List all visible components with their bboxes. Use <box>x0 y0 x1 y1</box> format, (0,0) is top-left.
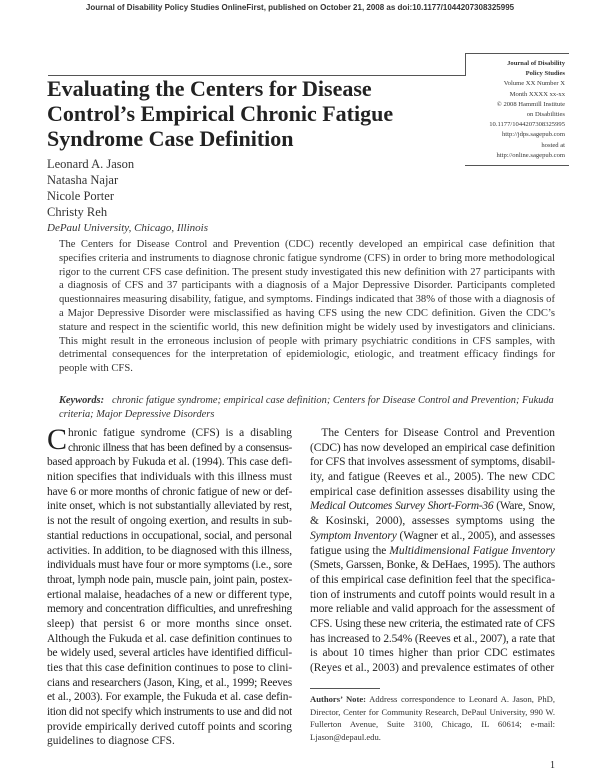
italic-title: Symptom Inventory <box>310 529 397 542</box>
text-segment: CFS. Using these new criteria, the estimated rate of CFS <box>310 617 555 630</box>
journal-name: Journal of Disability <box>507 60 565 67</box>
text-segment: individuals must have four or more symptoms (i.e., sore <box>47 559 292 572</box>
journal-url-link[interactable]: http://jdps.sagepub.com <box>501 131 565 139</box>
body-text-line <box>47 646 292 661</box>
italic-title: Medical Outcomes Survey Short-Form-36 <box>310 500 494 513</box>
running-header: Journal of Disability Policy Studies OnlineFirst, published on October 21, 2008 as doi:10.1177/1044207308325995 <box>85 3 515 12</box>
text-segment: et al., 2003). For example, the Fukuda et al. case defin- <box>47 691 292 704</box>
text-segment: hronic fatigue syndrome (CFS) is a disabling <box>68 427 292 439</box>
page-number: 1 <box>550 760 555 771</box>
body-text-line <box>47 558 292 573</box>
body-text-line <box>47 544 292 559</box>
journal-volume: Volume XX Number X <box>503 80 565 88</box>
text-segment: based approach by Fukuda et al. (1994). This case defi- <box>47 456 292 469</box>
body-text-line <box>47 617 292 632</box>
text-segment: chronic illness that has been defined by a consensus- <box>68 441 292 454</box>
body-text-line <box>310 455 555 470</box>
text-segment: sleep) that persist 6 or more months since onset. <box>47 617 292 630</box>
body-text-line <box>47 720 292 735</box>
body-text-line <box>310 602 555 617</box>
journal-box-bottom-rule <box>465 165 569 166</box>
author: Natasha Najar <box>47 173 119 187</box>
journal-copyright: on Disabilities <box>526 111 565 119</box>
italic-title: Multidimensional Fatigue Inventory <box>389 544 555 557</box>
journal-box-top-rule <box>465 53 569 54</box>
body-text-line <box>47 676 292 691</box>
keywords <box>59 394 555 422</box>
author: Christy Reh <box>47 205 108 219</box>
body-column-right <box>310 426 555 676</box>
body-text-line <box>310 529 555 544</box>
body-text-line <box>310 514 555 529</box>
authors-note-label: Authors’ Note: <box>310 694 366 704</box>
text-segment: empirical case definition assesses disability using the <box>310 485 555 498</box>
body-text-line <box>47 573 292 588</box>
text-segment: is about 10 times higher than prior CDC estimates <box>310 647 555 660</box>
body-column-left <box>47 423 292 749</box>
text-segment: (Smets, Garssen, Bonke, & DeHaes, 1995). The authors <box>310 559 555 572</box>
author-list <box>47 156 208 236</box>
keywords-list: chronic fatigue syndrome; empirical case definition; Centers for Disease Control and Prevention; Fukuda criteria; Major Depressive Disorders <box>59 395 554 420</box>
text-segment: provide empirically derived cutoff points and scoring <box>47 720 292 733</box>
text-segment: memory and concentration difficulties, and unrefreshing <box>47 603 292 616</box>
text-segment: of this empirical case definition feel that the specifica- <box>310 573 555 586</box>
author: Leonard A. Jason <box>47 157 135 171</box>
text-segment: be widely used, several articles have identified difficul- <box>47 647 292 660</box>
text-segment: have 6 or more months of chronic fatigue of new or def- <box>47 485 292 498</box>
text-segment: Although the Fukuda et al. case definition continues to <box>47 632 292 645</box>
body-text-line <box>310 485 555 500</box>
text-segment: ertional malaise, headaches of a new or different type, <box>47 588 292 601</box>
text-segment: The Centers for Disease Control and Prevention <box>310 427 555 439</box>
body-text-line <box>310 646 555 661</box>
text-segment: inite onset, which is not substantially alleviated by rest, <box>47 500 292 513</box>
journal-date: Month XXXX xx-xx <box>509 90 565 98</box>
authors-note-text: Address correspondence to Leonard A. Jason, PhD, Director, Center for Community Research, DePaul University, 990 W. Fullerton Avenue, Suite 3100, Chicago, IL 60614; e-mail: Ljason@depaul.edu. <box>310 694 555 742</box>
footnote-rule <box>310 688 380 689</box>
body-text-line <box>47 529 292 544</box>
text-segment: throat, lymph node pain, muscle pain, joint pain, postex- <box>47 573 292 586</box>
body-text-line <box>47 499 292 514</box>
text-segment: nition specifies that individuals with this illness must <box>47 471 292 484</box>
text-segment: cians and researchers (Jason, King, et al., 1999; Reeves <box>47 676 292 689</box>
body-text-line <box>47 690 292 705</box>
text-segment: tion of instruments and cutoff points would result in a <box>310 588 555 601</box>
body-text-line <box>47 485 292 500</box>
text-segment: has increased to 2.54% (Reeves et al., 2007), a rate that <box>310 632 555 645</box>
body-text-line <box>310 632 555 647</box>
body-text-line <box>47 734 292 749</box>
article-title: Evaluating the Centers for Disease Control’s Empirical Chronic Fatigue Syndrome Case Definition <box>47 76 394 151</box>
journal-copyright: © 2008 Hammill Institute <box>496 100 565 108</box>
text-segment: (Wagner et al., 2005), and assesses <box>396 529 555 542</box>
text-segment: for CFS that involves assessment of symptoms, disabil- <box>310 456 555 469</box>
body-text-line <box>47 455 292 470</box>
body-text-line <box>47 705 292 720</box>
journal-name: Policy Studies <box>525 70 565 78</box>
body-text-line <box>310 470 555 485</box>
journal-doi: 10.1177/1044207308325995 <box>489 121 565 129</box>
journal-host-link[interactable]: http://online.sagepub.com <box>496 151 565 159</box>
body-text-line <box>47 588 292 603</box>
text-segment: (Reyes et al., 2003) and prevalence estimates of other <box>310 662 555 674</box>
body-text-line <box>310 558 555 573</box>
body-text-line <box>310 617 555 632</box>
body-text-line <box>310 588 555 603</box>
text-segment: (Ware, Snow, <box>493 500 555 513</box>
text-segment: ties that this case definition continues to pose to clini- <box>47 662 292 674</box>
affiliation: DePaul University, Chicago, Illinois <box>47 222 209 234</box>
journal-info-box <box>440 59 565 161</box>
journal-hosted: hosted at <box>541 141 565 149</box>
text-segment: guidelines to diagnose CFS. <box>47 735 175 748</box>
text-segment: is not the result of ongoing exertion, and results in sub- <box>47 515 292 528</box>
body-text-line <box>47 661 292 676</box>
text-segment: & Kosinski, 2000), assesses symptoms using the <box>310 515 555 528</box>
text-segment: stantial reductions in occupational, social, and personal <box>47 529 292 542</box>
body-text-line <box>310 573 555 588</box>
body-text-line <box>310 441 555 456</box>
body-text-line <box>310 499 555 514</box>
abstract: The Centers for Disease Control and Prevention (CDC) recently developed an empirical case definition that specifies criteria and instruments to diagnose chronic fatigue syndrome (CFS) in order to bring more methodological rigor to the current CFS case definition. The present study investigated this new definition with 27 participants with a diagnosis of CFS and 37 participants with a diagnosis of a Major Depressive Disorder. Participants completed questionnaires measuring disability, fatigue, and symptoms. Findings indicated that 38% of those with a diagnosis of a Major Depressive Disorder were misclassified as having CFS using the new CDC definition. Given the CDC’s stature and respect in the scientific world, this new definition might be widely used by investigators and clinicians. This might result in the erroneous inclusion of people with primary psychiatric conditions in CFS samples, with detrimental consequences for the interpretation of epidemiologic, etiologic, and treatment efficacy findings for people with CFS. <box>59 239 555 375</box>
body-text-line <box>310 544 555 559</box>
body-text-line <box>47 602 292 617</box>
text-segment: ity, and fatigue (Reeves et al., 2005). The new CDC <box>310 471 555 484</box>
body-text-line <box>47 470 292 485</box>
body-text-line <box>68 441 292 456</box>
body-text-line <box>47 632 292 647</box>
text-segment: more reliable and valid approach for the assessment of <box>310 603 555 616</box>
body-text-line <box>310 661 555 676</box>
keywords-label: Keywords: <box>59 395 105 406</box>
text-segment: fatigue using the <box>310 544 390 557</box>
text-segment: (CDC) has now developed an empirical case definition <box>310 441 555 454</box>
drop-cap: C <box>47 423 68 456</box>
text-segment: activities. In addition, to be diagnosed with this illness, <box>47 544 292 557</box>
body-text-line <box>310 426 555 441</box>
author: Nicole Porter <box>47 189 114 203</box>
body-text-line <box>47 514 292 529</box>
authors-note <box>310 693 555 743</box>
body-text-line <box>68 426 292 441</box>
text-segment: ition did not specify which instruments to use and did not <box>47 706 292 719</box>
